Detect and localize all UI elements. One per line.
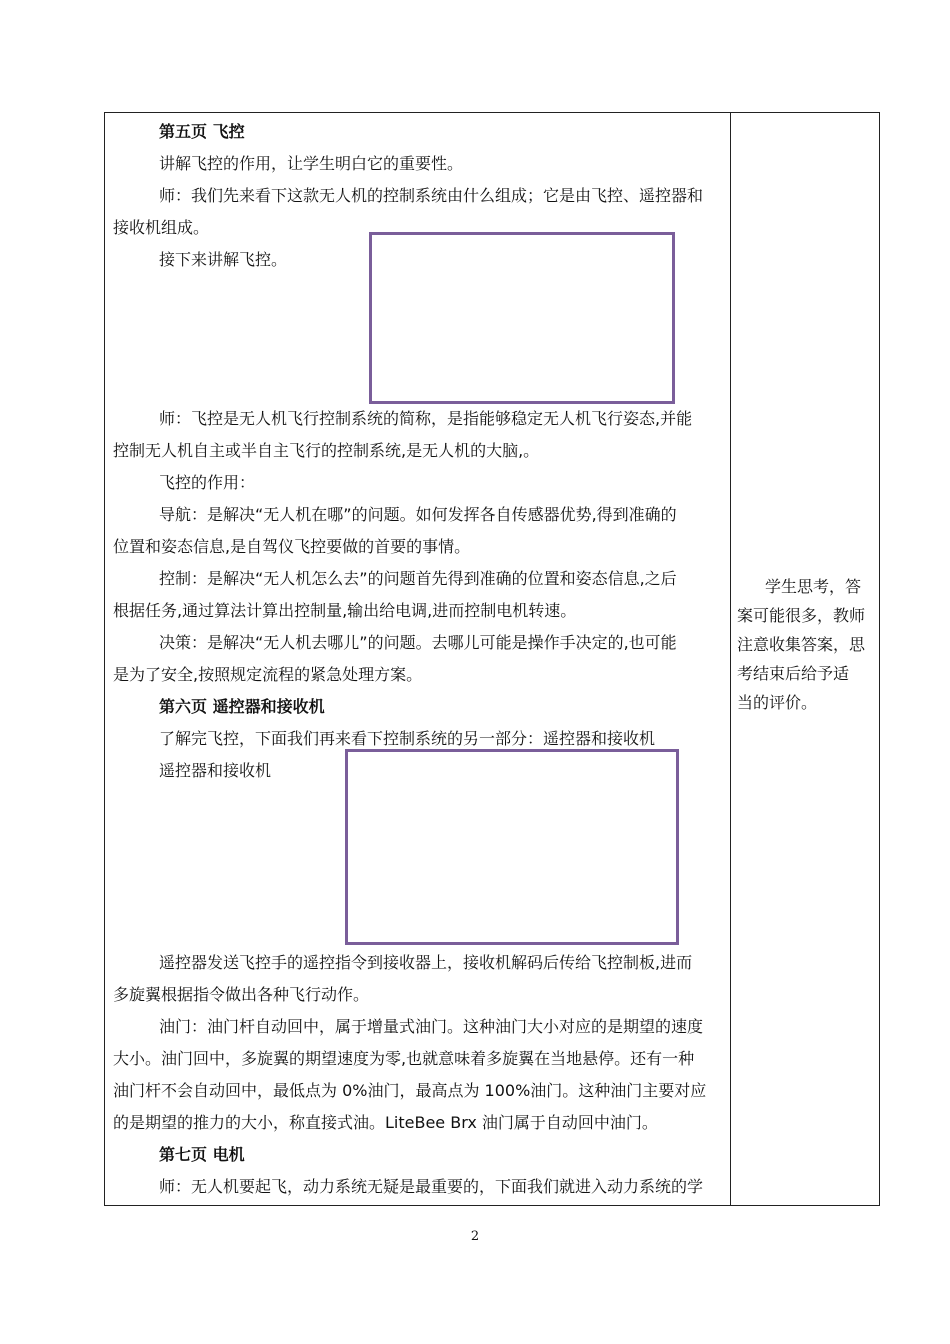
paragraph: 遥控器发送飞控手的遥控指令到接收器上，接收机解码后传给飞控制板,进而: [159, 953, 693, 972]
paragraph: 接收机组成。: [113, 218, 210, 237]
paragraph: 师：无人机要起飞，动力系统无疑是最重要的，下面我们就进入动力系统的学: [159, 1177, 704, 1196]
flight-controller-image: [369, 232, 675, 404]
student-note-line: 考结束后给予适: [737, 664, 850, 683]
student-note-line: 学生思考，答: [765, 577, 862, 596]
paragraph: 的是期望的推力的大小，称直接式油。LiteBee Brx 油门属于自动回中油门。: [113, 1113, 658, 1132]
heading-page-5: 第五页 飞控: [159, 122, 245, 141]
paragraph: 油门：油门杆自动回中，属于增量式油门。这种油门大小对应的是期望的速度: [159, 1017, 704, 1036]
lesson-table: [104, 112, 880, 1206]
paragraph: 飞控的作用：: [159, 473, 256, 492]
paragraph: 油门杆不会自动回中，最低点为 0%油门，最高点为 100%油门。这种油门主要对应: [113, 1081, 707, 1100]
paragraph: 了解完飞控，下面我们再来看下控制系统的另一部分：遥控器和接收机: [159, 729, 656, 748]
page-number: 2: [470, 1229, 480, 1244]
paragraph: 多旋翼根据指令做出各种飞行动作。: [113, 985, 370, 1004]
heading-page-7: 第七页 电机: [159, 1145, 245, 1164]
paragraph: 根据任务,通过算法计算出控制量,输出给电调,进而控制电机转速。: [113, 601, 577, 620]
paragraph: 是为了安全,按照规定流程的紧急处理方案。: [113, 665, 423, 684]
teaching-content-cell: [113, 113, 721, 1205]
column-divider: [730, 113, 731, 1205]
paragraph: 师：飞控是无人机飞行控制系统的简称，是指能够稳定无人机飞行姿态,并能: [159, 409, 693, 428]
student-note-line: 案可能很多，教师: [737, 606, 866, 625]
heading-page-6: 第六页 遥控器和接收机: [159, 697, 325, 716]
paragraph: 接下来讲解飞控。: [159, 250, 288, 269]
student-activity-cell: [737, 113, 877, 1205]
paragraph: 位置和姿态信息,是自驾仪飞控要做的首要的事情。: [113, 537, 471, 556]
student-note-line: 注意收集答案，思: [737, 635, 866, 654]
paragraph: 控制无人机自主或半自主飞行的控制系统,是无人机的大脑,。: [113, 441, 540, 460]
paragraph: 遥控器和接收机: [159, 761, 272, 780]
paragraph: 大小。油门回中，多旋翼的期望速度为零,也就意味着多旋翼在当地悬停。还有一种: [113, 1049, 695, 1068]
paragraph: 讲解飞控的作用，让学生明白它的重要性。: [159, 154, 464, 173]
remote-receiver-image: [345, 749, 679, 945]
paragraph: 师：我们先来看下这款无人机的控制系统由什么组成；它是由飞控、遥控器和: [159, 186, 704, 205]
student-note-line: 当的评价。: [737, 693, 818, 712]
paragraph: 导航：是解决“无人机在哪”的问题。如何发挥各自传感器优势,得到准确的: [159, 505, 677, 524]
paragraph: 控制：是解决“无人机怎么去”的问题首先得到准确的位置和姿态信息,之后: [159, 569, 677, 588]
paragraph: 决策：是解决“无人机去哪儿”的问题。去哪儿可能是操作手决定的,也可能: [159, 633, 677, 652]
